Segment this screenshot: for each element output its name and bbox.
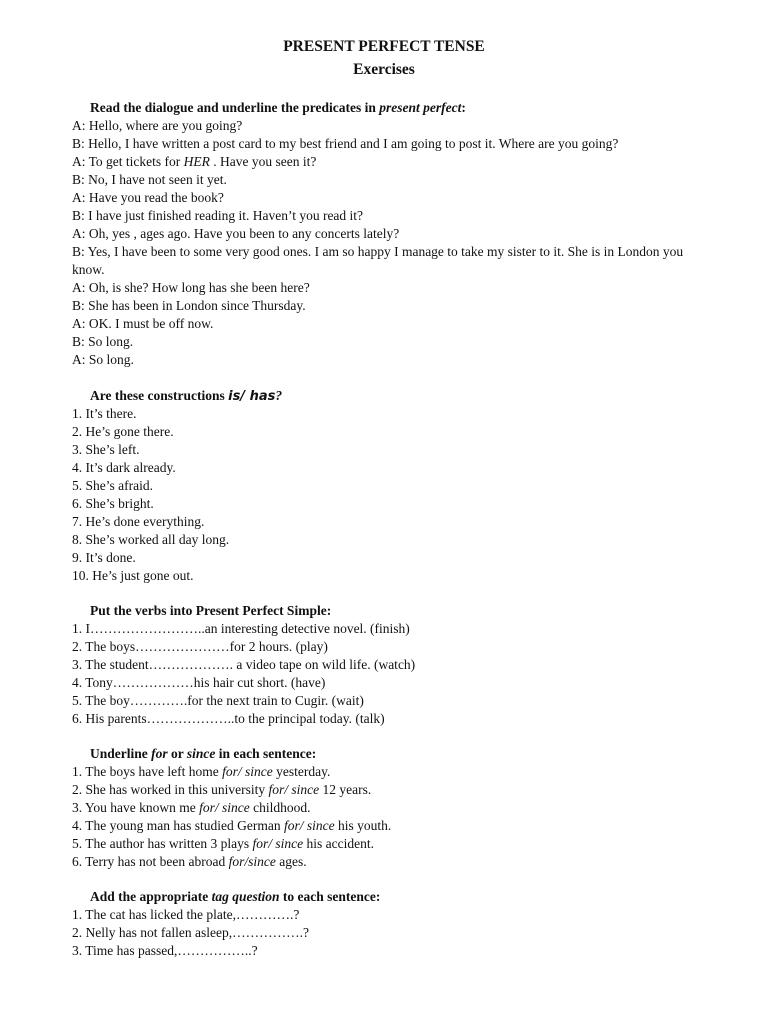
list-item: 1. The cat has licked the plate,………….? bbox=[72, 907, 300, 922]
for-since-section bbox=[72, 745, 712, 871]
tag-question-section bbox=[72, 888, 712, 960]
dialogue-line: A: OK. I must be off now. bbox=[72, 316, 214, 331]
list-item: 10. He’s just gone out. bbox=[72, 568, 194, 583]
dialogue-line: A: Hello, where are you going? bbox=[72, 118, 243, 133]
list-item: 4. Tony………………his hair cut short. (have) bbox=[72, 675, 326, 690]
list-item: 3. You have known me for/ since childhood. bbox=[72, 800, 311, 815]
list-item: 2. The boys…………………for 2 hours. (play) bbox=[72, 639, 328, 654]
document-title: PRESENT PERFECT TENSE bbox=[283, 38, 485, 55]
tag-question-heading: Add the appropriate tag question to each sentence: bbox=[90, 889, 381, 904]
list-item: 3. She’s left. bbox=[72, 442, 140, 457]
dialogue-heading: Read the dialogue and underline the predicates in present perfect: bbox=[90, 100, 466, 115]
list-item: 1. I……………………..an interesting detective novel. (finish) bbox=[72, 621, 410, 636]
document-subtitle: Exercises bbox=[353, 61, 415, 78]
dialogue-line: A: To get tickets for HER . Have you seen it? bbox=[72, 154, 317, 169]
dialogue-line: A: Oh, is she? How long has she been here? bbox=[72, 280, 310, 295]
list-item: 6. Terry has not been abroad for/since ages. bbox=[72, 854, 307, 869]
list-item: 6. She’s bright. bbox=[72, 496, 154, 511]
list-item: 2. She has worked in this university for/ since 12 years. bbox=[72, 782, 372, 797]
list-item: 3. The student………………. a video tape on wild life. (watch) bbox=[72, 657, 416, 672]
list-item: 5. The author has written 3 plays for/ since his accident. bbox=[72, 836, 374, 851]
dialogue-line: B: I have just finished reading it. Haven’t you read it? bbox=[72, 208, 364, 223]
dialogue-line: B: Yes, I have been to some very good ones. I am so happy I manage to take my sister to it. She is in London you know. bbox=[72, 244, 684, 277]
dialogue-line: B: No, I have not seen it yet. bbox=[72, 172, 227, 187]
dialogue-line: A: So long. bbox=[72, 352, 134, 367]
dialogue-line: B: Hello, I have written a post card to my best friend and I am going to post it. Where are you going? bbox=[72, 136, 619, 151]
list-item: 2. Nelly has not fallen asleep,…………….? bbox=[72, 925, 309, 940]
list-item: 4. The young man has studied German for/ since his youth. bbox=[72, 818, 392, 833]
present-perfect-section bbox=[72, 602, 712, 728]
is-has-heading: Are these constructions is/ has? bbox=[90, 388, 283, 404]
list-item: 7. He’s done everything. bbox=[72, 514, 205, 529]
list-item: 8. She’s worked all day long. bbox=[72, 532, 230, 547]
present-perfect-heading: Put the verbs into Present Perfect Simple: bbox=[90, 603, 332, 618]
list-item: 1. It’s there. bbox=[72, 406, 137, 421]
is-has-section bbox=[72, 387, 712, 585]
list-item: 9. It’s done. bbox=[72, 550, 136, 565]
for-since-heading: Underline for or since in each sentence: bbox=[90, 746, 317, 761]
dialogue-line: A: Oh, yes , ages ago. Have you been to any concerts lately? bbox=[72, 226, 400, 241]
dialogue-section bbox=[72, 99, 712, 369]
list-item: 2. He’s gone there. bbox=[72, 424, 174, 439]
dialogue-line: A: Have you read the book? bbox=[72, 190, 224, 205]
list-item: 4. It’s dark already. bbox=[72, 460, 176, 475]
list-item: 3. Time has passed,……………..? bbox=[72, 943, 258, 958]
list-item: 6. His parents………………..to the principal today. (talk) bbox=[72, 711, 385, 726]
list-item: 5. The boy………….for the next train to Cugir. (wait) bbox=[72, 693, 364, 708]
list-item: 5. She’s afraid. bbox=[72, 478, 153, 493]
dialogue-line: B: She has been in London since Thursday. bbox=[72, 298, 306, 313]
list-item: 1. The boys have left home for/ since yesterday. bbox=[72, 764, 331, 779]
dialogue-line: B: So long. bbox=[72, 334, 134, 349]
